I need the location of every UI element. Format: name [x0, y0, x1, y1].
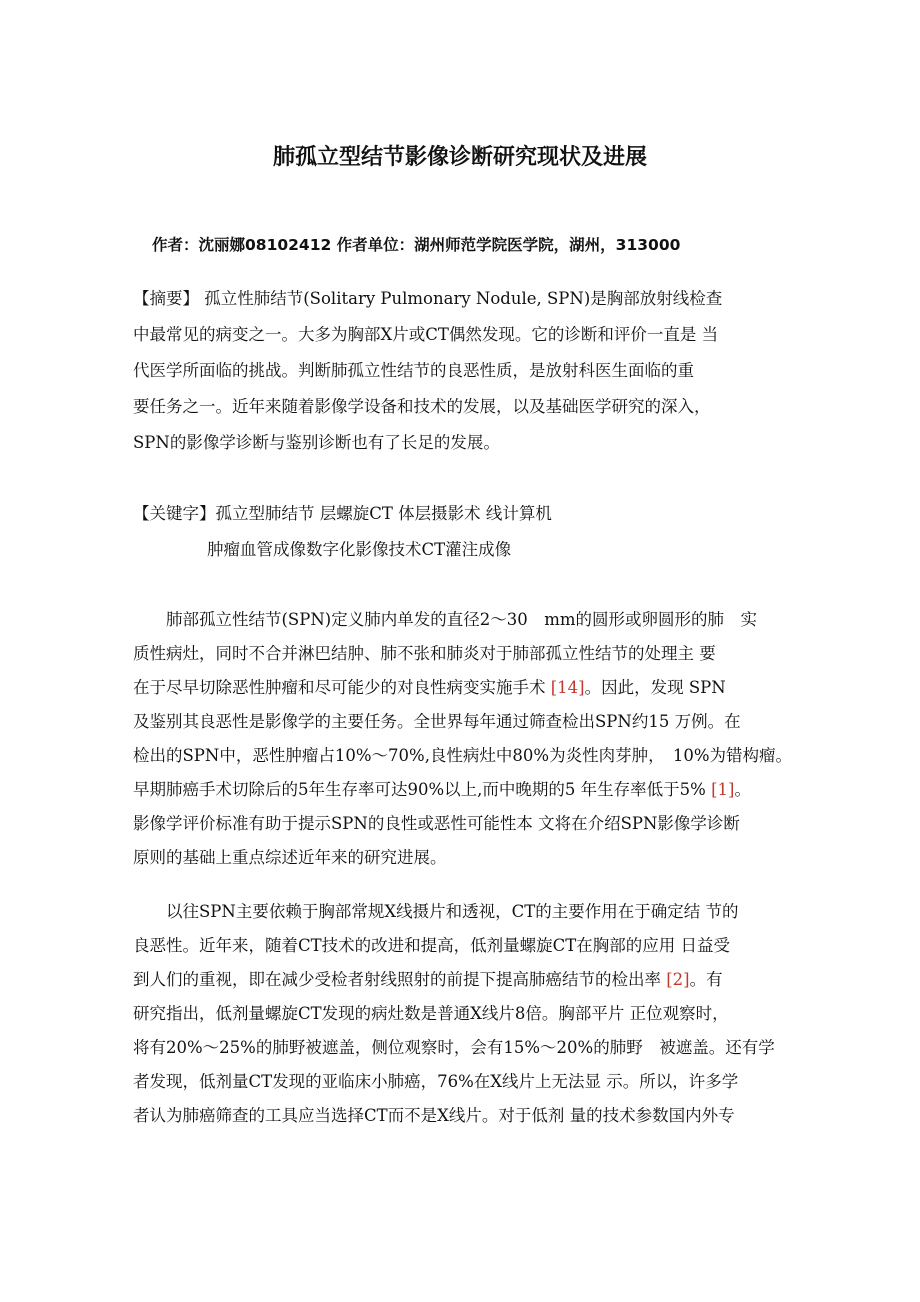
page-title: 肺孤立型结节影像诊断研究现状及进展 [272, 145, 647, 170]
body-line [133, 997, 803, 1031]
abstract-line: 要任务之一。近年来随着影像学设备和技术的发展，以及基础医学研究的深入， [133, 397, 711, 416]
body-text: 。有 [689, 970, 723, 989]
body-line [133, 637, 803, 671]
keywords-line: 【关键字】孤立型肺结节 层螺旋CT 体层摄影术 线计算机 [133, 504, 552, 523]
body-paragraph-1 [133, 603, 803, 875]
citation-link[interactable]: [1] [711, 780, 735, 799]
body-line [133, 671, 803, 705]
body-text: 良恶性。近年来，随着CT技术的改进和提高，低剂量螺旋CT在胸部的应用 日益受 [133, 936, 731, 955]
body-line [133, 963, 803, 997]
body-text: 检出的SPN中，恶性肿瘤占10%～70%,良性病灶中80%为炎性肉芽肿， 10%为错构瘤。 [133, 746, 793, 765]
body-line [133, 1099, 803, 1133]
body-line [133, 929, 803, 963]
body-text: 早期肺癌手术切除后的5年生存率可达90%以上,而中晚期的5 年生存率低于5% [133, 780, 712, 799]
body-paragraph-2 [133, 895, 803, 1133]
abstract-line: 【摘要】 孤立性肺结节(Solitary Pulmonary Nodule, SPN)是胸部放射线检查 [133, 289, 723, 308]
body-line [133, 807, 803, 841]
abstract-line: SPN的影像学诊断与鉴别诊断也有了长足的发展。 [133, 433, 500, 452]
body-text: 原则的基础上重点综述近年来的研究进展。 [133, 848, 447, 867]
body-text: 肺部孤立性结节(SPN)定义肺内单发的直径2～30 mm的圆形或卵圆形的肺 实 [133, 610, 758, 629]
body-line [133, 841, 803, 875]
body-text: 影像学评价标准有助于提示SPN的良性或恶性可能性本 文将在介绍SPN影像学诊断 [133, 814, 740, 833]
body-text: 以往SPN主要依赖于胸部常规X线摄片和透视，CT的主要作用在于确定结 节的 [133, 902, 739, 921]
body-line [133, 1031, 803, 1065]
author-line: 作者：沈丽娜08102412 作者单位：湖州师范学院医学院，湖州，313000 [152, 236, 681, 254]
abstract-line: 中最常见的病变之一。大多为胸部X片或CT偶然发现。它的诊断和评价一直是 当 [133, 325, 719, 344]
body-text: 研究指出，低剂量螺旋CT发现的病灶数是普通X线片8倍。胸部平片 正位观察时， [133, 1004, 729, 1023]
body-line [133, 895, 803, 929]
body-text: 者认为肺癌筛查的工具应当选择CT而不是X线片。对于低剂 量的技术参数国内外专 [133, 1106, 735, 1125]
body-text: 。 [734, 780, 751, 799]
body-text: 。因此，发现 SPN [584, 678, 726, 697]
body-text: 及鉴别其良恶性是影像学的主要任务。全世界每年通过筛查检出SPN约15 万例。在 [133, 712, 741, 731]
keywords-line: 肿瘤血管成像数字化影像技术CT灌注成像 [207, 540, 512, 559]
body-text: 质性病灶，同时不合并淋巴结肿、肺不张和肺炎对于肺部孤立性结节的处理主 要 [133, 644, 716, 663]
body-text: 者发现，低剂量CT发现的亚临床小肺癌，76%在X线片上无法显 示。所以，许多学 [133, 1072, 739, 1091]
body-line [133, 603, 803, 637]
citation-link[interactable]: [2] [666, 970, 690, 989]
body-line [133, 773, 803, 807]
body-text: 在于尽早切除恶性肿瘤和尽可能少的对良性病变实施手术 [133, 678, 551, 697]
citation-link[interactable]: [14] [550, 678, 585, 697]
body-line [133, 739, 803, 773]
body-text: 到人们的重视，即在减少受检者射线照射的前提下提高肺癌结节的检出率 [133, 970, 667, 989]
abstract [133, 281, 803, 461]
body-text: 将有20%～25%的肺野被遮盖，侧位观察时，会有15%～20%的肺野 被遮盖。还有学 [133, 1038, 775, 1057]
keywords [133, 496, 803, 568]
abstract-line: 代医学所面临的挑战。判断肺孤立性结节的良恶性质，是放射科医生面临的重 [133, 361, 694, 380]
body-line [133, 705, 803, 739]
body-line [133, 1065, 803, 1099]
